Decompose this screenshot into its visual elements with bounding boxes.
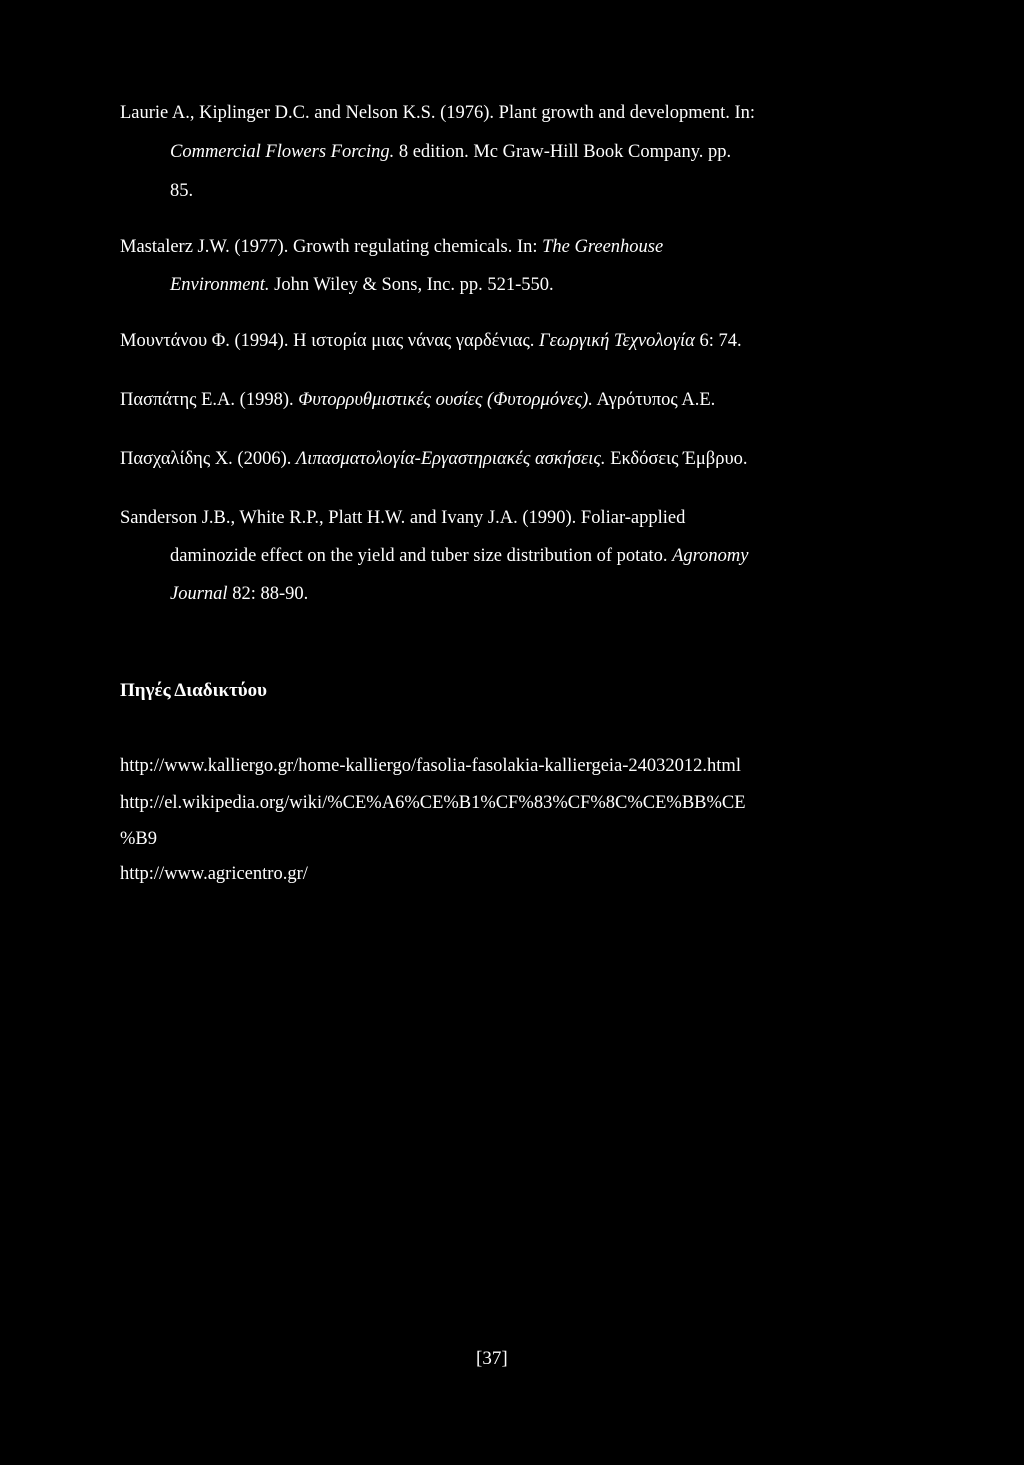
reference-text: Mastalerz J.W. (1977). Growth regulating chemicals. In: <box>120 237 543 257</box>
reference-text: Εκδόσεις Έμβρυο. <box>605 449 748 469</box>
web-link-wikipedia[interactable]: http://el.wikipedia.org/wiki/%CE%A6%CE%B1%CF%83%CF%8C%CE%BB%CE <box>120 793 746 813</box>
reference-laurie-line3 <box>170 180 193 202</box>
reference-text: Laurie A., Kiplinger D.C. and Nelson K.S. (1976). Plant growth and development. In: <box>120 103 756 123</box>
reference-text: Μουντάνου Φ. (1994). Η ιστορία μιας νάνας γαρδένιας. <box>120 331 540 351</box>
reference-paschalidis <box>120 448 747 470</box>
web-link-kalliergo[interactable]: http://www.kalliergo.gr/home-kalliergo/fasolia-fasolakia-kalliergeia-24032012.html <box>120 756 741 776</box>
section-heading: Πηγές Διαδικτύου <box>120 680 267 701</box>
book-title: Φυτορρυθμιστικές ουσίες (Φυτορμόνες). <box>298 390 593 410</box>
reference-mastalerz-line2 <box>170 274 554 296</box>
page-number: [37] <box>476 1348 508 1369</box>
reference-paspatis <box>120 389 715 411</box>
reference-text: daminozide effect on the yield and tuber size distribution of potato. <box>170 546 673 566</box>
book-title: Commercial Flowers Forcing. <box>170 142 395 162</box>
reference-sanderson-line3 <box>170 583 308 605</box>
reference-text: 8 edition. Mc Graw-Hill Book Company. pp. <box>394 142 732 162</box>
reference-text: Sanderson J.B., White R.P., Platt H.W. and Ivany J.A. (1990). Foliar-applied <box>120 508 686 528</box>
reference-laurie-line1 <box>120 102 755 124</box>
web-link-wikipedia-continued[interactable]: %B9 <box>120 829 157 849</box>
book-title: Environment. <box>170 275 270 295</box>
reference-text: 85. <box>170 181 194 201</box>
book-title: Λιπασματολογία-Εργαστηριακές ασκήσεις. <box>296 449 606 469</box>
reference-text: John Wiley & Sons, Inc. pp. 521-550. <box>269 275 554 295</box>
reference-text: 6: 74. <box>694 331 742 351</box>
reference-mountanou <box>120 330 742 352</box>
reference-mastalerz-line1 <box>120 236 663 258</box>
book-title: The Greenhouse <box>542 237 664 257</box>
journal-title: Agronomy <box>672 546 749 566</box>
journal-title: Γεωργική Τεχνολογία <box>539 331 695 351</box>
reference-sanderson-line2 <box>170 545 749 567</box>
reference-text: Αγρότυπος Α.Ε. <box>592 390 716 410</box>
reference-text: Πασπάτης Ε.Α. (1998). <box>120 390 299 410</box>
reference-text: Πασχαλίδης Χ. (2006). <box>120 449 296 469</box>
journal-title: Journal <box>170 584 228 604</box>
reference-laurie-line2 <box>170 141 731 163</box>
reference-sanderson-line1 <box>120 507 685 529</box>
reference-text: 82: 88-90. <box>227 584 309 604</box>
web-link-agricentro[interactable]: http://www.agricentro.gr/ <box>120 864 308 884</box>
